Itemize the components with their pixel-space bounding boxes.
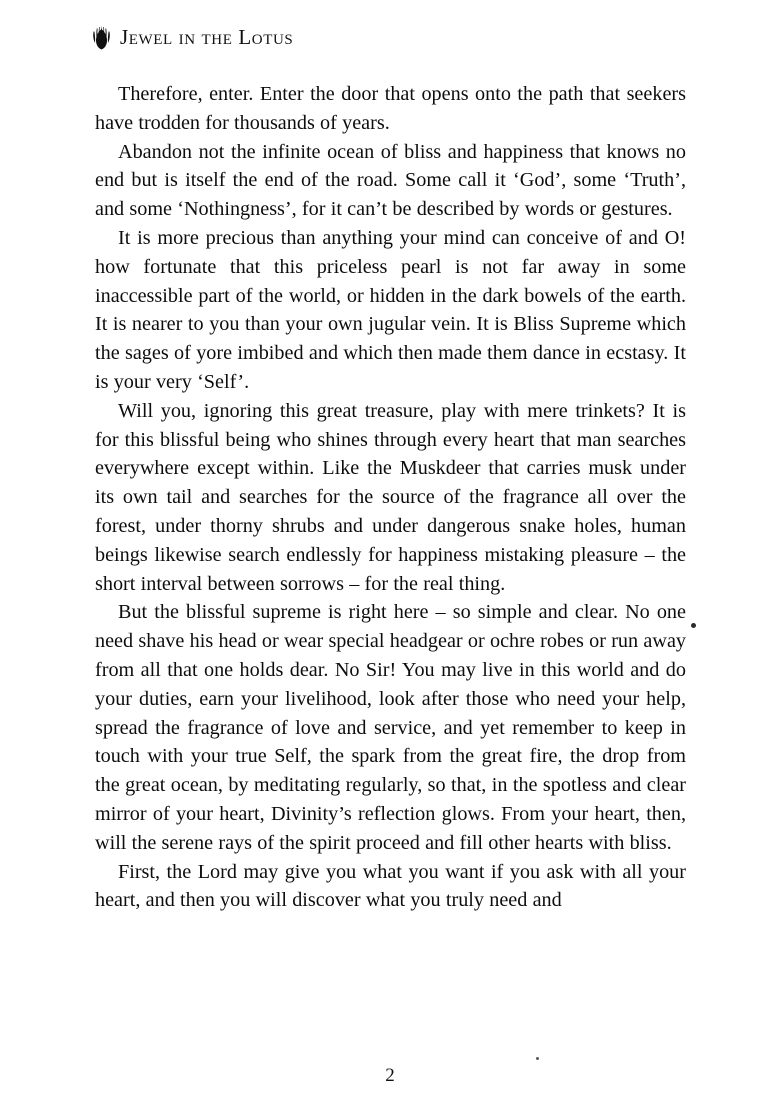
- paragraph: It is more precious than anything your mind can conceive of and O! how fortunate that this priceless pearl is not far away in some inaccessible part of the world, or hidden in the dark bowels of the earth. It is nearer to you than your own jugular vein. It is Bliss Supreme which the sages of yore imbibed and which then made them dance in ecstasy. It is your very ‘Self’.: [95, 226, 686, 393]
- paragraph: First, the Lord may give you what you want if you ask with all your heart, and then you will discover what you truly need and: [95, 860, 686, 912]
- paragraph: Therefore, enter. Enter the door that opens onto the path that seekers have trodden for thousands of years.: [95, 83, 686, 134]
- paragraph: But the blissful supreme is right here – so simple and clear. No one need shave his head or wear special headgear or ochre robes or run away from all that one holds dear. No Sir! You may live in this world and do your duties, earn your livelihood, look after those who need your help, spread the fragrance of love and service, and yet remember to keep in touch with your true Self, the spark from the great fire, the drop from the great ocean, by meditating regularly, so that, in the spotless and clear mirror of your heart, Divinity’s reflection glows. From your heart, then, will the serene rays of the spirit proceed and fill other hearts with bliss.: [95, 601, 686, 854]
- page-number: 2: [385, 1065, 395, 1086]
- body-text: [95, 80, 686, 915]
- running-header: [92, 22, 293, 52]
- paragraph: Abandon not the infinite ocean of bliss and happiness that knows no end but is itself the end of the road. Some call it ‘God’, some ‘Truth’, and some ‘Nothingness’, for it can’t be described by words or gestures.: [95, 140, 686, 221]
- lotus-icon: [92, 25, 111, 50]
- scan-speck: [691, 623, 696, 628]
- paragraph: Will you, ignoring this great treasure, play with mere trinkets? It is for this blissful being who shines through every heart that man searches everywhere except within. Like the Muskdeer that carries musk under its own tail and searches for the source of the fragrance all over the forest, under thorny shrubs and under dangerous snake holes, human beings likewise search endlessly for happiness mistaking pleasure – the short interval between sorrows – for the real thing.: [95, 399, 686, 595]
- scan-speck: [536, 1057, 539, 1060]
- header-title: Jewel in the Lotus: [120, 24, 294, 49]
